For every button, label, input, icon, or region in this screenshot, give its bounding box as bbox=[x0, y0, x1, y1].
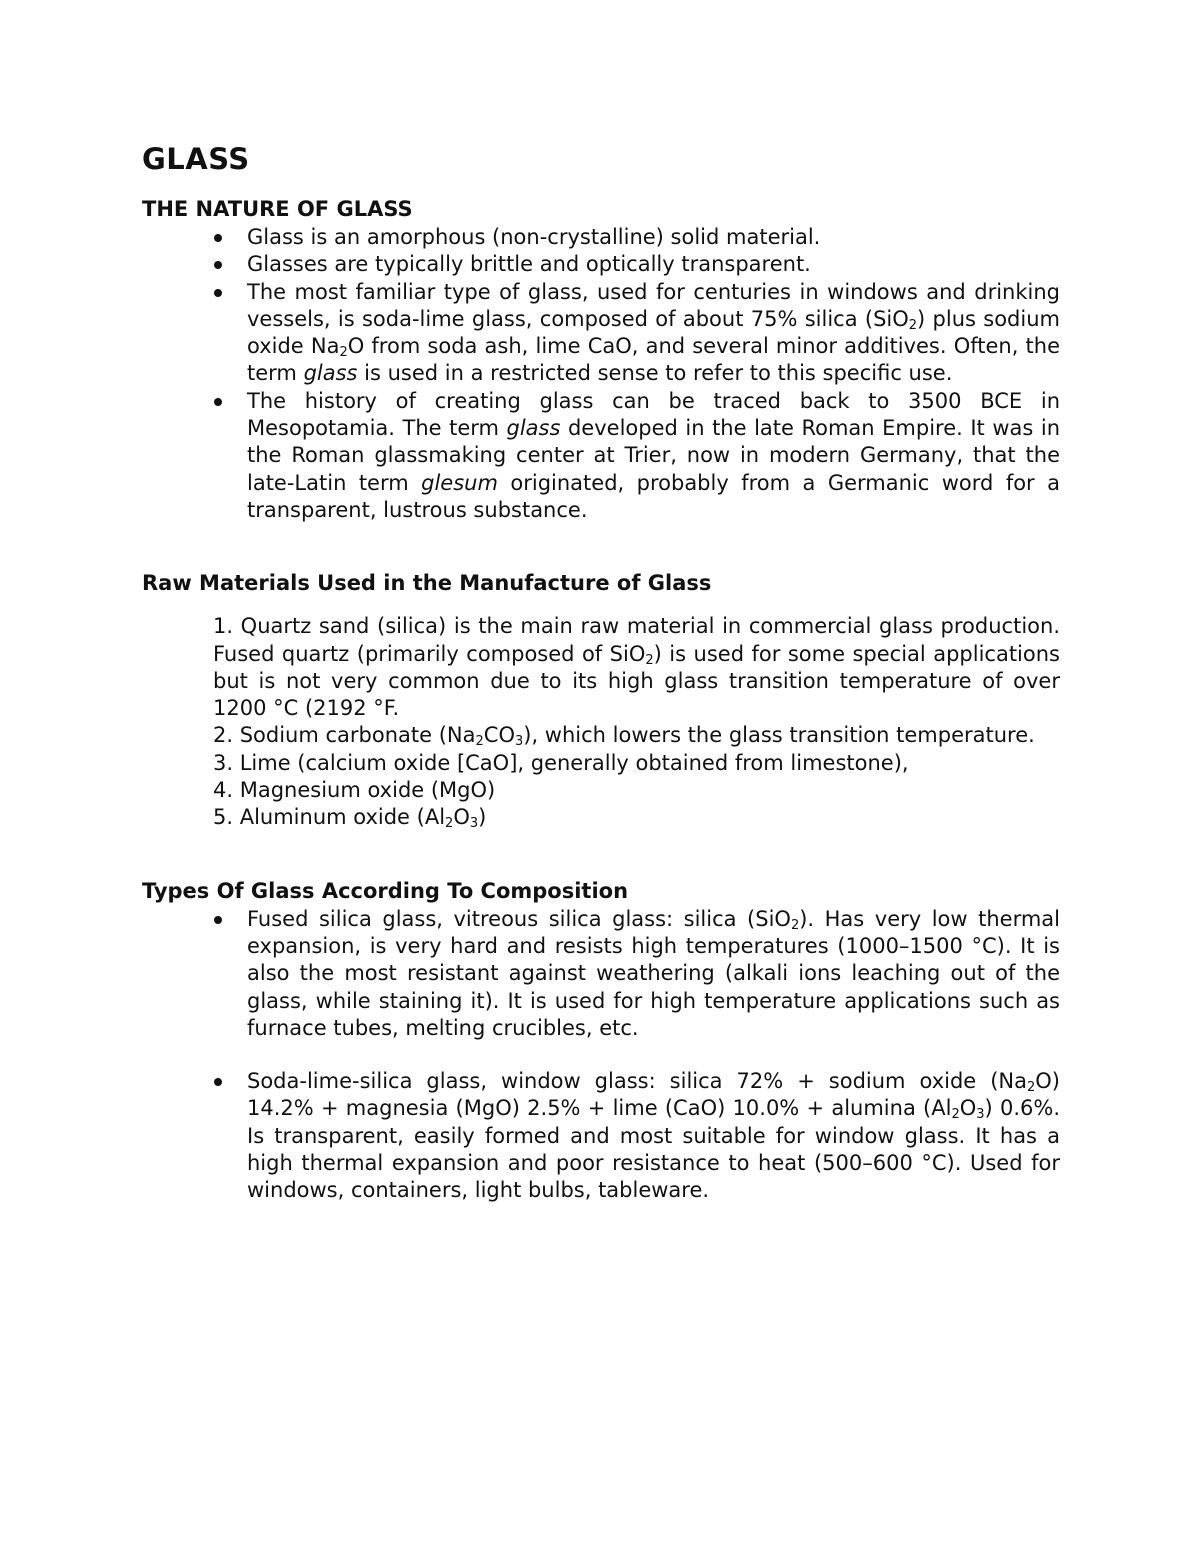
list-item: The most familiar type of glass, used for centuries in windows and drinking vessels, is soda-lime glass, composed of about 75% silica (SiO$_2$) plus sodium oxide $Na_2O$ from soda ash, lime CaO, and several minor additives. Often, the term glass is used in a restricted sense to refer to this specific use. bbox=[142, 279, 1060, 388]
document-page bbox=[142, 138, 1060, 1205]
list-item: Glass is an amorphous (non-crystalline) solid material. bbox=[142, 224, 1060, 251]
document-title: GLASS bbox=[142, 142, 250, 176]
section-heading-raw-materials: Raw Materials Used in the Manufacture of Glass bbox=[142, 571, 712, 596]
section-heading-nature: THE NATURE OF GLASS bbox=[142, 197, 413, 221]
nature-bullet-list bbox=[142, 224, 1060, 524]
bullet-dot-icon bbox=[214, 916, 222, 924]
list-item: 5. Aluminum oxide $(Al_2O_3)$ bbox=[213, 805, 487, 832]
bullet-dot-icon bbox=[214, 1078, 222, 1086]
list-item: 3. Lime (calcium oxide [CaO], generally obtained from limestone), bbox=[213, 750, 909, 775]
list-item: Fused silica glass, vitreous silica glass: silica (SiO$_2$). Has very low thermal expansion, is very hard and resists high temperatures (1000–1500 °C). It is also the most resistant against weathering (alkali ions leaching out of the glass, while staining it). It is used for high temperature applications such as furnace tubes, melting crucibles, etc. bbox=[142, 906, 1060, 1042]
bullet-dot-icon bbox=[214, 234, 222, 242]
list-item: 4. Magnesium oxide (MgO) bbox=[213, 778, 496, 803]
list-item: Glasses are typically brittle and optically transparent. bbox=[142, 251, 1060, 278]
bullet-dot-icon bbox=[214, 289, 222, 297]
glass-types-list bbox=[142, 906, 1060, 1205]
bullet-dot-icon bbox=[214, 261, 222, 269]
bullet-dot-icon bbox=[214, 398, 222, 406]
raw-materials-list bbox=[213, 613, 1060, 831]
list-item: 2. Sodium carbonate $(Na_2CO_3)$, which lowers the glass transition temperature. bbox=[213, 723, 1035, 750]
list-item: The history of creating glass can be traced back to 3500 BCE in Mesopotamia. The term glass developed in the late Roman Empire. It was in the Roman glassmaking center at Trier, now in modern Germany, that the late-Latin term glesum originated, probably from a Germanic word for a transparent, lustrous substance. bbox=[142, 388, 1060, 524]
section-heading-glass-types: Types Of Glass According To Composition bbox=[142, 878, 629, 903]
list-item: Soda-lime-silica glass, window glass: silica 72% + sodium oxide $(Na_2O) 14.2\%$ + magnesia (MgO) 2.5% + lime (CaO) 10.0% + alumina $(Al_2O_3)$ 0.6%. Is transparent, easily formed and most suitable for window glass. It has a high thermal expansion and poor resistance to heat (500–600 °C). Used for windows, containers, light bulbs, tableware. bbox=[142, 1068, 1060, 1204]
list-item: 1. Quartz sand (silica) is the main raw material in commercial glass production. Fused quartz (primarily composed of SiO$_2$) is used for some special applications but is not very common due to its high glass transition temperature of over 1200 °C (2192 °F. bbox=[213, 614, 1060, 721]
